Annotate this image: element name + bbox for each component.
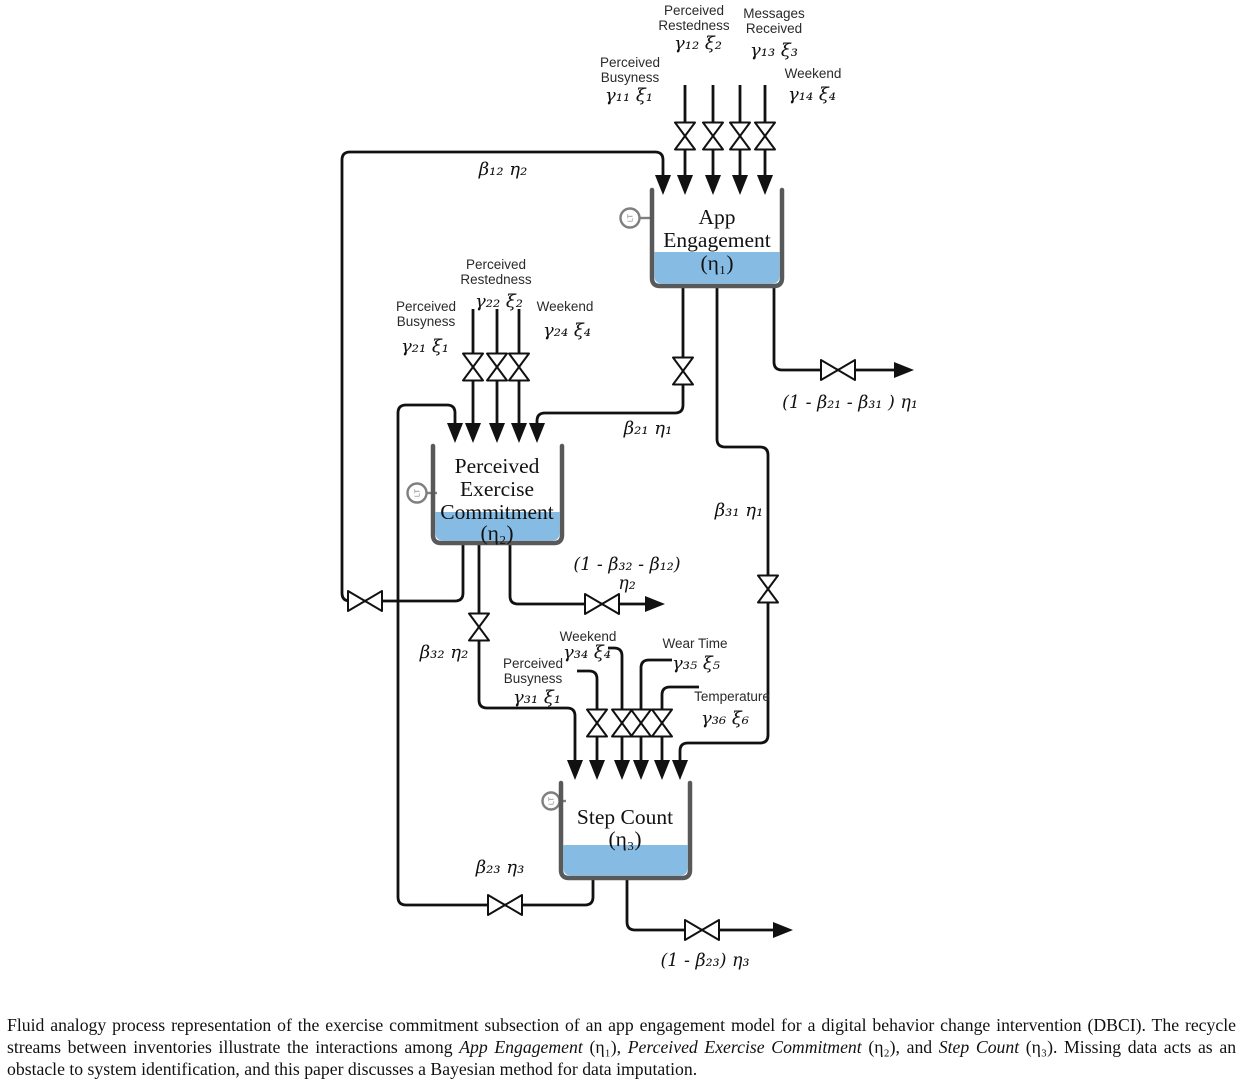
arrow-down-icon xyxy=(757,175,773,195)
valve-icon xyxy=(730,123,750,150)
caption-text: Fluid analogy process representation of the exercise commitment subsection of an app engagement model for a digital behavior change intervention (DBCI). The recycle streams between inventories illustrate the interactions among xyxy=(7,1015,1236,1057)
input-label: Weekend xyxy=(536,299,594,314)
caption-italic-perceived-exercise-commitment: Perceived Exercise Commitment xyxy=(627,1037,862,1057)
input-label: Wear Time xyxy=(662,636,728,651)
tank-title: (η₂) xyxy=(480,521,514,545)
input-label: Perceived xyxy=(663,3,725,18)
pipe-input-g34 xyxy=(608,648,622,761)
input-label: Busyness xyxy=(396,314,456,329)
valve-icon xyxy=(631,710,651,737)
valve-icon xyxy=(675,123,695,150)
arrow-down-icon xyxy=(633,760,649,780)
valve-icon xyxy=(469,614,489,641)
input-symbol: γ₂₂ ξ₂ xyxy=(474,291,524,312)
input-symbol: γ₃₆ ξ₆ xyxy=(700,708,750,729)
arrow-down-icon xyxy=(529,423,545,443)
gauge-label: LT xyxy=(546,796,556,806)
input-label: Messages xyxy=(743,6,805,21)
valve-icon xyxy=(348,591,382,611)
level-transmitter-eta1 xyxy=(621,209,654,228)
arrow-down-icon xyxy=(655,175,671,195)
caption-italic-step-count: Step Count xyxy=(938,1037,1020,1057)
input-symbol: γ₃₄ ξ₄ xyxy=(562,642,612,663)
tank-title: App xyxy=(698,205,736,229)
arrow-down-icon xyxy=(654,760,670,780)
stream-label-beta32: β₃₂ η₂ xyxy=(419,642,469,663)
valve-icon xyxy=(703,123,723,150)
pipe-beta32 xyxy=(479,543,575,761)
input-label: Perceived xyxy=(395,299,457,314)
arrow-down-icon xyxy=(705,175,721,195)
caption-text: (η₁), xyxy=(582,1037,628,1057)
input-label: Temperature xyxy=(694,689,770,704)
tank-perceived-exercise-commitment xyxy=(433,446,562,545)
valve-icon xyxy=(587,710,607,737)
tank-title: (η₃) xyxy=(608,827,642,851)
pipe-outflow3 xyxy=(627,878,774,930)
pipe-outflow1 xyxy=(774,286,896,370)
stream-label-outflow3: (1 - β₂₃) η₃ xyxy=(660,951,750,971)
tank-app-engagement xyxy=(652,190,782,286)
input-label: Perceived xyxy=(502,656,564,671)
input-label: Perceived xyxy=(599,55,661,70)
input-label: Busyness xyxy=(600,70,660,85)
stream-label-beta23: β₂₃ η₃ xyxy=(475,857,525,878)
tank-title: Step Count xyxy=(576,805,674,829)
arrow-down-icon xyxy=(567,760,583,780)
stream-label-beta12: β₁₂ η₂ xyxy=(478,159,528,180)
input-label: Weekend xyxy=(559,629,617,644)
arrow-down-icon xyxy=(447,423,463,443)
valve-icon xyxy=(673,358,693,385)
figure-caption xyxy=(7,1014,1236,1080)
input-symbol: γ₁₁ ξ₁ xyxy=(604,85,654,106)
valve-icon xyxy=(685,920,719,940)
tank-step-count xyxy=(561,783,690,878)
valve-icon xyxy=(652,710,672,737)
valve-icon xyxy=(585,594,619,614)
input-label: Perceived xyxy=(465,257,527,272)
valve-icon xyxy=(755,123,775,150)
input-label: Busyness xyxy=(503,671,563,686)
arrow-right-icon xyxy=(773,922,793,938)
valve-icon xyxy=(487,354,507,381)
input-symbol: γ₁₂ ξ₂ xyxy=(673,33,723,54)
input-label: Restedness xyxy=(460,272,532,287)
arrow-right-icon xyxy=(645,596,665,612)
valve-icon xyxy=(758,576,778,603)
caption-italic-app-engagement: App Engagement xyxy=(459,1037,583,1057)
input-symbol: γ₁₄ ξ₄ xyxy=(787,84,837,105)
tank-title: Engagement xyxy=(663,228,771,252)
input-label: Received xyxy=(745,21,803,36)
input-symbol: γ₃₅ ξ₅ xyxy=(671,653,721,674)
stream-label-beta31: β₃₁ η₁ xyxy=(714,500,764,521)
valve-icon xyxy=(509,354,529,381)
stream-label-outflow1: (1 - β₂₁ - β₃₁ ) η₁ xyxy=(782,393,918,413)
input-symbol: γ₁₃ ξ₃ xyxy=(749,40,799,61)
input-symbol: γ₂₄ ξ₄ xyxy=(542,320,592,341)
input-symbol: γ₂₁ ξ₁ xyxy=(400,336,450,357)
arrow-down-icon xyxy=(732,175,748,195)
valve-icon xyxy=(488,895,522,915)
gauge-label: LT xyxy=(625,213,635,223)
input-label: Restedness xyxy=(658,18,730,33)
stream-label-outflow2: (1 - β₃₂ - β₁₂) xyxy=(573,555,681,575)
input-symbol: γ₃₁ ξ₁ xyxy=(512,687,562,708)
arrow-right-icon xyxy=(894,362,914,378)
gauge-label: LT xyxy=(412,488,422,498)
stream-label-beta21: β₂₁ η₁ xyxy=(623,418,673,439)
arrow-down-icon xyxy=(465,423,481,443)
stream-label-outflow2: η₂ xyxy=(618,574,636,594)
tank-title: Exercise xyxy=(459,477,535,501)
tank-title: Commitment xyxy=(440,500,554,524)
arrow-down-icon xyxy=(672,760,688,780)
arrow-down-icon xyxy=(511,423,527,443)
arrow-down-icon xyxy=(614,760,630,780)
arrow-down-icon xyxy=(489,423,505,443)
valve-icon xyxy=(463,354,483,381)
tank-title: Perceived xyxy=(454,454,540,478)
arrow-down-icon xyxy=(677,175,693,195)
pipes xyxy=(342,85,896,930)
arrow-down-icon xyxy=(589,760,605,780)
caption-text: (η₃). Missing data acts as an obstacle to system identification, and this paper discusses a Bayesian method for data imputation. xyxy=(7,1037,1237,1079)
tank-title: (η₁) xyxy=(700,251,734,275)
caption-text: (η₂), and xyxy=(861,1037,939,1057)
input-label: Weekend xyxy=(784,66,842,81)
valve-icon xyxy=(612,710,632,737)
valve-icon xyxy=(821,360,855,380)
